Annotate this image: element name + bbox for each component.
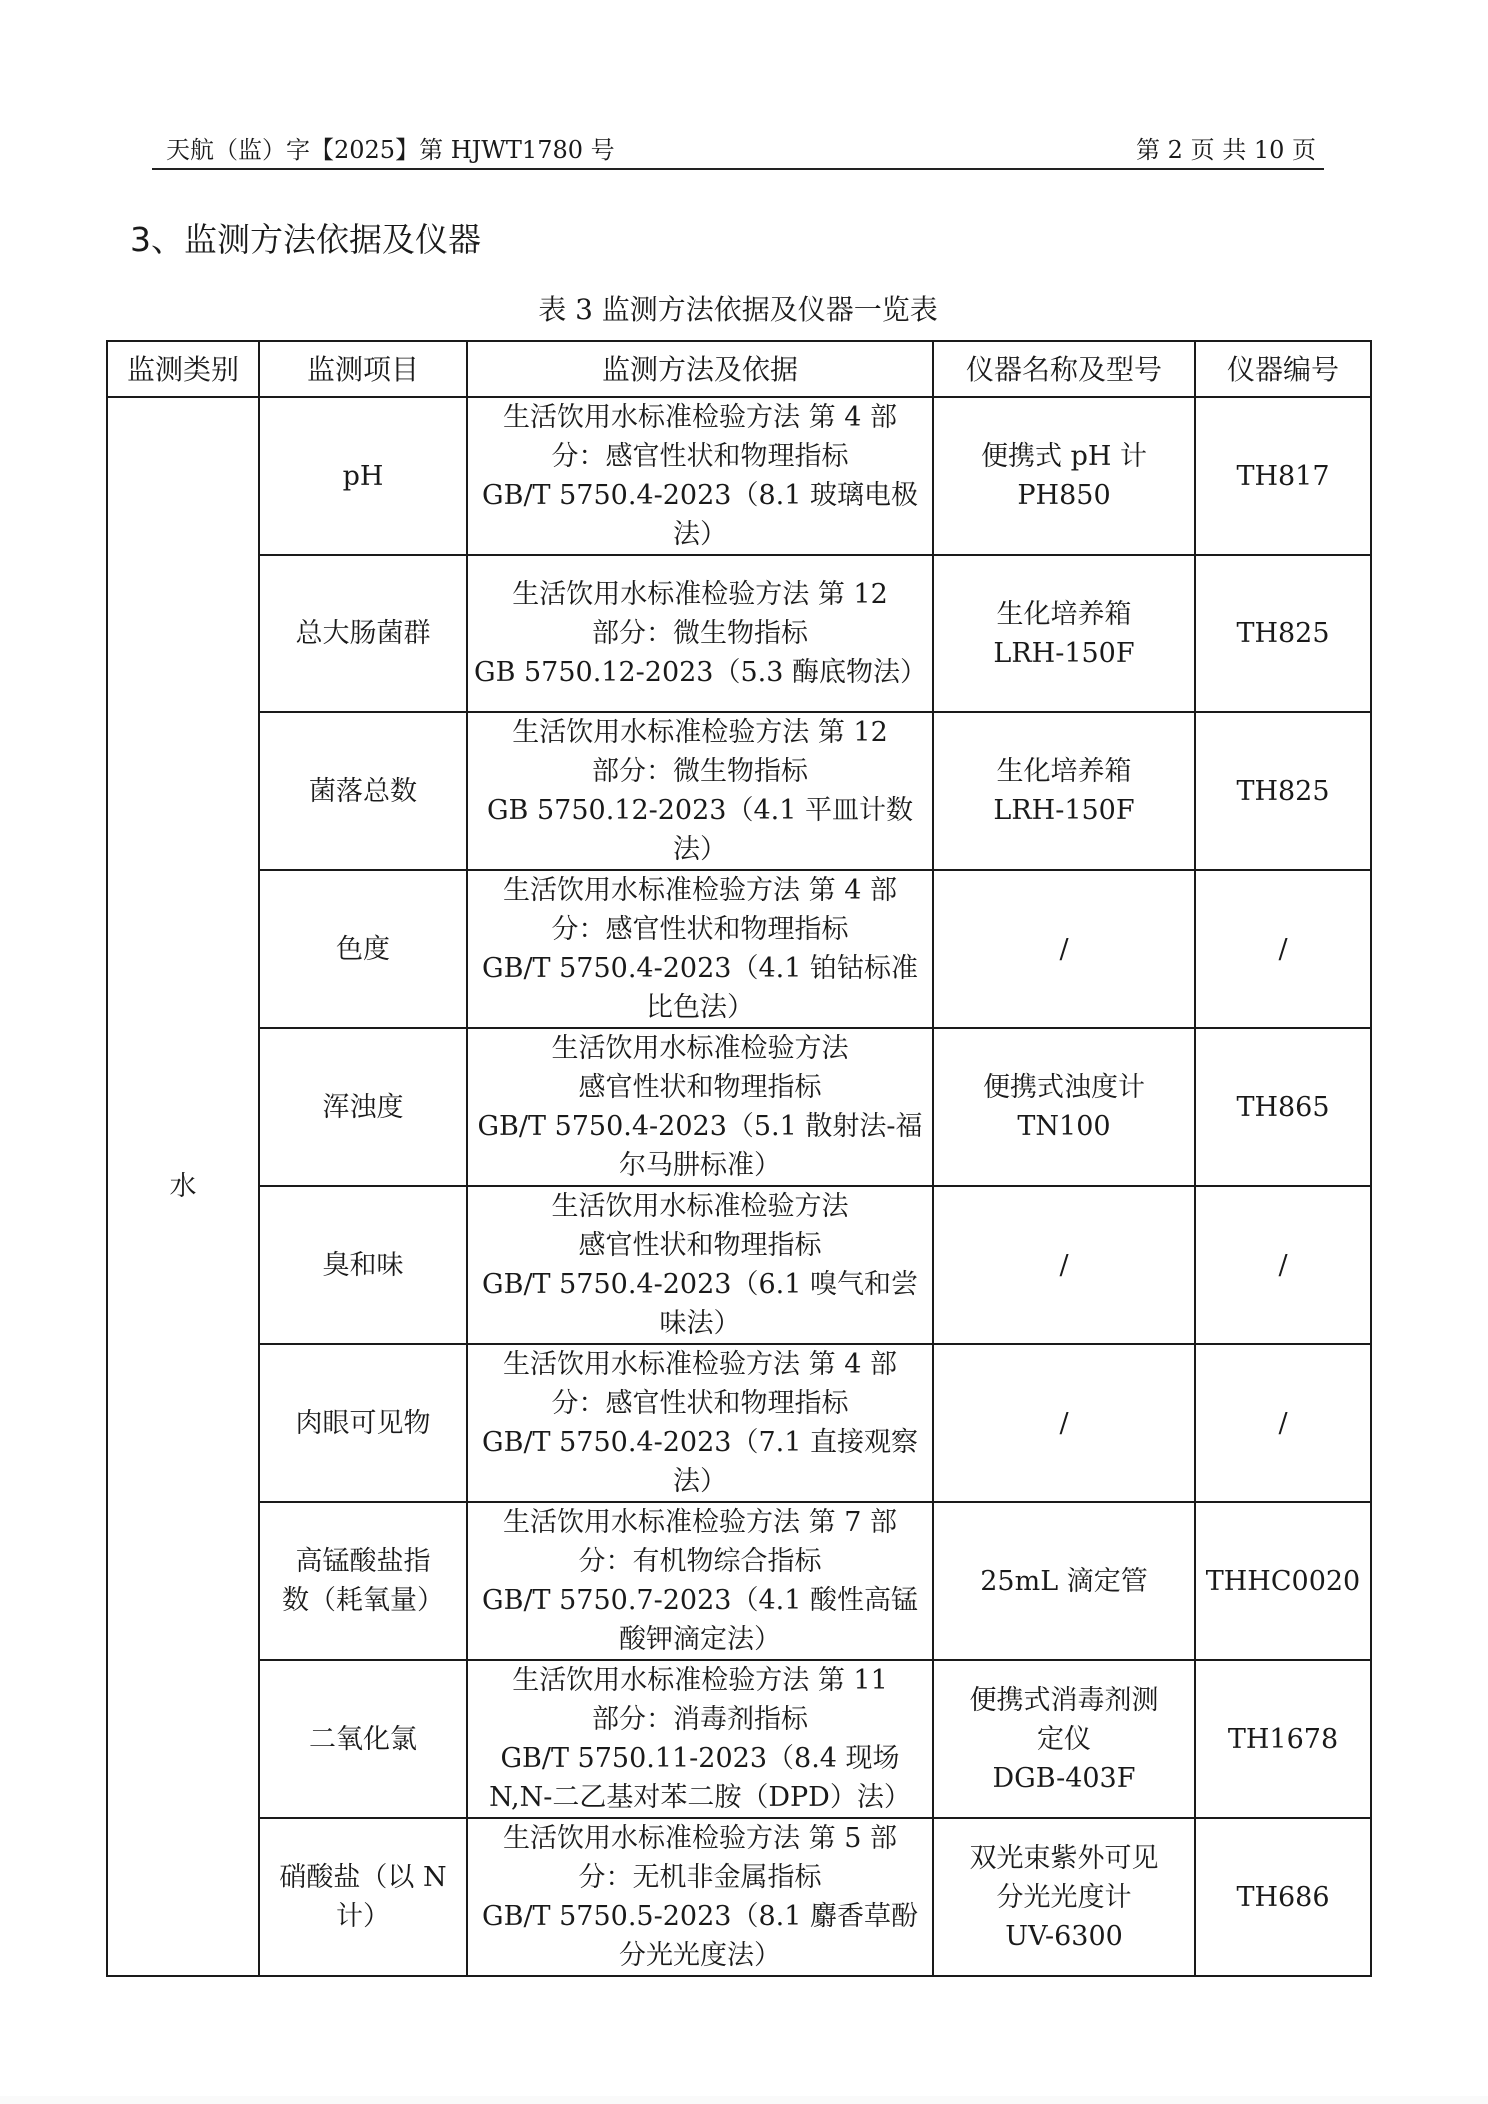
instrument-no-cell: THHC0020 [1195,1502,1371,1660]
table-row [107,1818,1371,1976]
instrument-cell: 生化培养箱 LRH-150F [933,555,1195,712]
table-header-row [107,341,1371,397]
item-cell: 高锰酸盐指 数（耗氧量） [259,1502,467,1660]
table-row [107,555,1371,712]
method-cell: 生活饮用水标准检验方法 第 12 部分：微生物指标 GB 5750.12-2023（4.1 平皿计数 法） [467,712,933,870]
section-title: 3、监测方法依据及仪器 [130,220,481,259]
table-caption: 表 3 监测方法依据及仪器一览表 [538,293,938,326]
method-cell: 生活饮用水标准检验方法 第 11 部分：消毒剂指标 GB/T 5750.11-2023（8.4 现场 N,N-二乙基对苯二胺（DPD）法） [467,1660,933,1818]
method-cell: 生活饮用水标准检验方法 第 4 部 分：感官性状和物理指标 GB/T 5750.4-2023（4.1 铂钴标准 比色法） [467,870,933,1028]
method-cell: 生活饮用水标准检验方法 感官性状和物理指标 GB/T 5750.4-2023（6.1 嗅气和尝 味法） [467,1186,933,1344]
monitoring-methods-table [106,340,1372,1977]
item-cell: pH [259,397,467,555]
instrument-no-cell: TH825 [1195,555,1371,712]
report-number: 天航（监）字【2025】第 HJWT1780 号 [166,136,615,164]
instrument-cell: 便携式浊度计 TN100 [933,1028,1195,1186]
table-row [107,712,1371,870]
item-cell: 肉眼可见物 [259,1344,467,1502]
instrument-no-cell: TH825 [1195,712,1371,870]
item-cell: 浑浊度 [259,1028,467,1186]
page-info: 第 2 页 共 10 页 [1136,136,1316,164]
method-cell: 生活饮用水标准检验方法 第 4 部 分：感官性状和物理指标 GB/T 5750.4-2023（8.1 玻璃电极 法） [467,397,933,555]
instrument-no-cell: / [1195,870,1371,1028]
item-cell: 二氧化氯 [259,1660,467,1818]
instrument-cell: / [933,1186,1195,1344]
page-edge [0,2096,1488,2104]
page-header [152,132,1324,170]
method-cell: 生活饮用水标准检验方法 第 12 部分：微生物指标 GB 5750.12-2023（5.3 酶底物法） [467,555,933,712]
instrument-no-cell: TH686 [1195,1818,1371,1976]
item-cell: 臭和味 [259,1186,467,1344]
table-row [107,1344,1371,1502]
instrument-cell: 便携式消毒剂测 定仪 DGB-403F [933,1660,1195,1818]
table-row [107,870,1371,1028]
method-cell: 生活饮用水标准检验方法 第 4 部 分：感官性状和物理指标 GB/T 5750.4-2023（7.1 直接观察 法） [467,1344,933,1502]
instrument-cell: / [933,1344,1195,1502]
instrument-cell: / [933,870,1195,1028]
instrument-no-cell: TH865 [1195,1028,1371,1186]
table-row [107,1186,1371,1344]
header-item: 监测项目 [259,341,467,397]
table-body [107,397,1371,1976]
header-method: 监测方法及依据 [467,341,933,397]
table-row [107,1502,1371,1660]
instrument-cell: 生化培养箱 LRH-150F [933,712,1195,870]
method-cell: 生活饮用水标准检验方法 第 7 部 分：有机物综合指标 GB/T 5750.7-2023（4.1 酸性高锰 酸钾滴定法） [467,1502,933,1660]
table-row [107,397,1371,555]
instrument-cell: 便携式 pH 计 PH850 [933,397,1195,555]
header-instrument-no: 仪器编号 [1195,341,1371,397]
category-cell: 水 [107,397,259,1976]
instrument-cell: 25mL 滴定管 [933,1502,1195,1660]
item-cell: 菌落总数 [259,712,467,870]
header-instrument: 仪器名称及型号 [933,341,1195,397]
method-cell: 生活饮用水标准检验方法 感官性状和物理指标 GB/T 5750.4-2023（5.1 散射法-福 尔马肼标准） [467,1028,933,1186]
instrument-cell: 双光束紫外可见 分光光度计 UV-6300 [933,1818,1195,1976]
method-cell: 生活饮用水标准检验方法 第 5 部 分：无机非金属指标 GB/T 5750.5-2023（8.1 麝香草酚 分光光度法） [467,1818,933,1976]
table-row [107,1660,1371,1818]
table-row [107,1028,1371,1186]
header-category: 监测类别 [107,341,259,397]
instrument-no-cell: TH817 [1195,397,1371,555]
item-cell: 硝酸盐（以 N 计） [259,1818,467,1976]
item-cell: 色度 [259,870,467,1028]
instrument-no-cell: / [1195,1186,1371,1344]
item-cell: 总大肠菌群 [259,555,467,712]
instrument-no-cell: TH1678 [1195,1660,1371,1818]
instrument-no-cell: / [1195,1344,1371,1502]
